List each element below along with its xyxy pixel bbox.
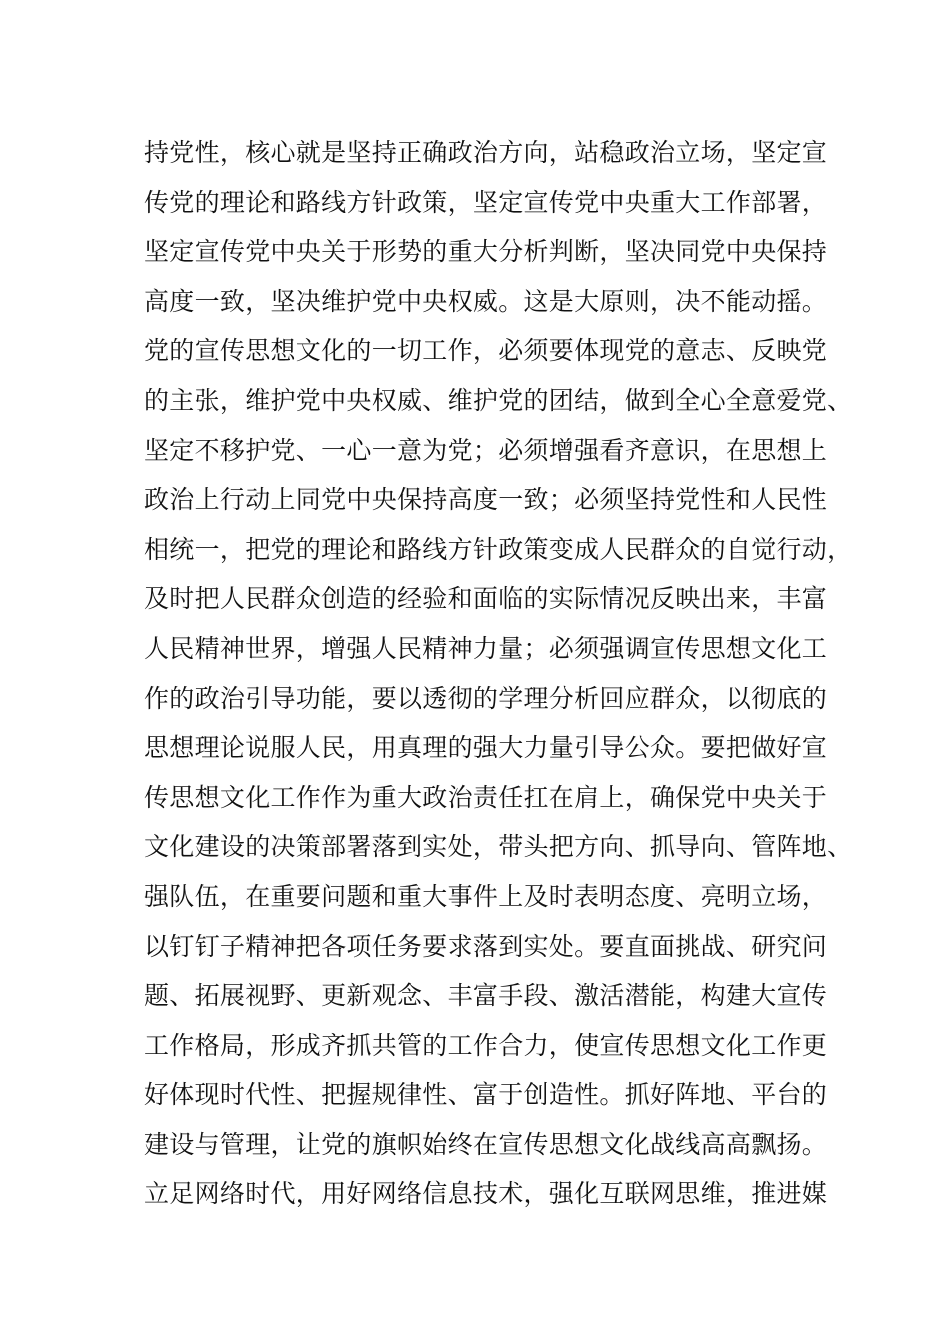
text-line: 传党的理论和路线方针政策，坚定宣传党中央重大工作部署，	[144, 187, 828, 217]
text-line: 立足网络时代，用好网络信息技术，强化互联网思维，推进媒	[144, 1179, 828, 1209]
text-line: 以钉钉子精神把各项任务要求落到实处。要直面挑战、研究问	[144, 931, 828, 961]
text-line: 作的政治引导功能，要以透彻的学理分析回应群众，以彻底的	[144, 683, 828, 713]
text-line: 相统一，把党的理论和路线方针政策变成人民群众的自觉行动，	[144, 534, 853, 564]
text-line: 政治上行动上同党中央保持高度一致；必须坚持党性和人民性	[144, 485, 828, 515]
text-line: 的主张，维护党中央权威、维护党的团结，做到全心全意爱党、	[144, 385, 853, 415]
text-line: 文化建设的决策部署落到实处，带头把方向、抓导向、管阵地、	[144, 832, 853, 862]
text-line: 高度一致，坚决维护党中央权威。这是大原则，决不能动摇。	[144, 286, 828, 316]
text-line: 传思想文化工作作为重大政治责任扛在肩上，确保党中央关于	[144, 782, 828, 812]
text-line: 工作格局，形成齐抓共管的工作合力，使宣传思想文化工作更	[144, 1030, 828, 1060]
text-line: 强队伍，在重要问题和重大事件上及时表明态度、亮明立场，	[144, 881, 828, 911]
text-line: 持党性，核心就是坚持正确政治方向，站稳政治立场，坚定宣	[144, 138, 828, 167]
text-line: 思想理论说服人民，用真理的强大力量引导公众。要把做好宣	[144, 733, 828, 763]
text-line: 建设与管理，让党的旗帜始终在宣传思想文化战线高高飘扬。	[144, 1129, 828, 1159]
text-line: 坚定不移护党、一心一意为党；必须增强看齐意识，在思想上	[144, 435, 828, 465]
text-line: 题、拓展视野、更新观念、丰富手段、激活潜能，构建大宣传	[144, 981, 828, 1011]
body-text	[144, 128, 853, 1219]
text-line: 党的宣传思想文化的一切工作，必须要体现党的意志、反映党	[144, 336, 828, 366]
text-line: 坚定宣传党中央关于形势的重大分析判断，坚决同党中央保持	[144, 237, 828, 267]
text-line: 人民精神世界，增强人民精神力量；必须强调宣传思想文化工	[144, 633, 828, 663]
text-line: 及时把人民群众创造的经验和面临的实际情况反映出来，丰富	[144, 584, 828, 614]
text-line: 好体现时代性、把握规律性、富于创造性。抓好阵地、平台的	[144, 1080, 828, 1110]
